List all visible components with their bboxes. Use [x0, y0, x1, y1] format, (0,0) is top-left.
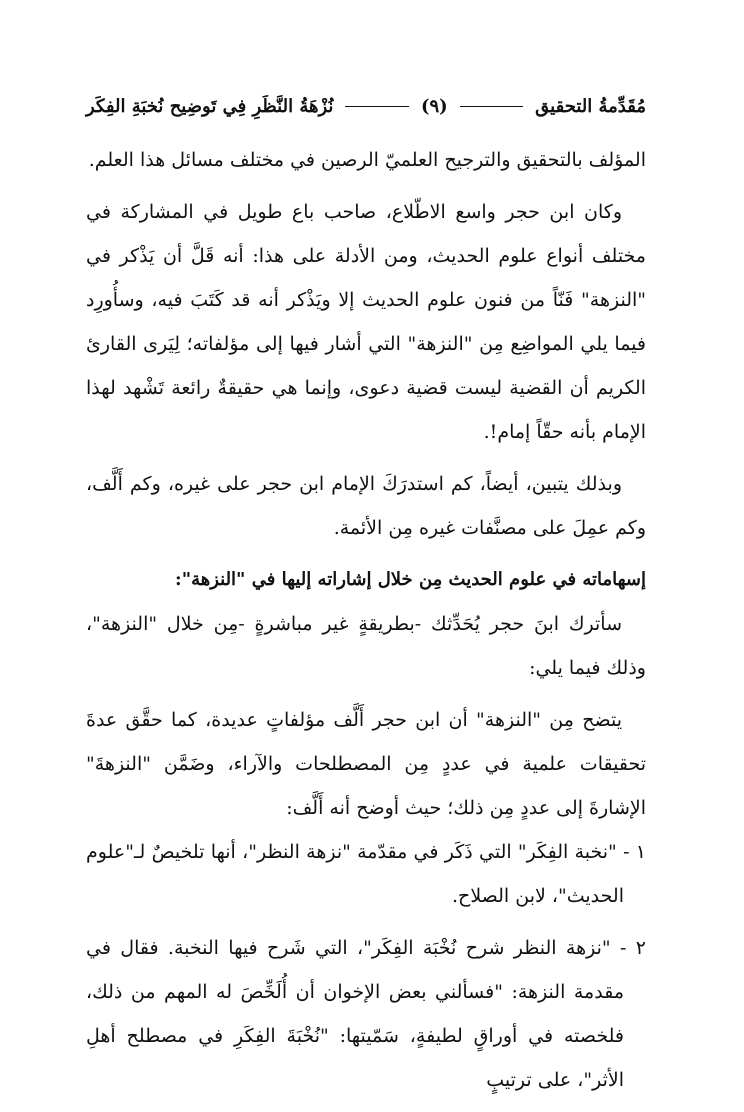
section-heading: إسهاماته في علوم الحديث مِن خلال إشاراته إليها في "النزهة":	[175, 569, 646, 590]
paragraph-introduction: سأترك ابنَ حجر يُحَدِّثك -بطريقةٍ غير مباشرةٍ -مِن خلال "النزهة"، وذلك فيما يلي:	[86, 613, 646, 679]
list-item-1: ١ - "نخبة الفِكَر" التي ذَكَر في مقدّمة "نزهة النظر"، أنها تلخيصٌ لـ"علوم الحديث"، لابن الصلاح.	[86, 841, 646, 907]
header-right-title: مُقَدِّمةُ التحقيق	[535, 95, 646, 117]
paragraph-ibn-hajar-knowledge: وكان ابن حجر واسع الاطّلاع، صاحب باع طويل في المشاركة في مختلف أنواع علوم الحديث، ومن الأدلة على هذا: أنه قَلَّ أن يَذْكر في "النزهة" فَنّاً من فنون علوم الحديث إلا ويَذْكر أنه قد كَتَبَ فيه، وسأُورِد فيما يلي المواضِع مِن "النزهة" التي أشار فيها إلى مؤلفاته؛ لِيَرى القارئ الكريم أن القضية ليست قضية دعوى، وإنما هي حقيقةٌ رائعة تَشْهد لهذا الإمام بأنه حقّاً إمام!.	[86, 201, 646, 443]
header-left-title: نُزْهَةُ النَّظَرِ فِي تَوضِيح نُخبَةِ الفِكَر	[85, 95, 334, 117]
page-number: (٩)	[420, 95, 448, 117]
paragraph-corrections: وبذلك يتبين، أيضاً، كم استدرَكَ الإمام ابن حجر على غيره، وكم أَلَّف، وكم عمِلَ على مصنَّفات غيره مِن الأئمة.	[86, 473, 646, 539]
body-text	[86, 138, 646, 1102]
running-header	[86, 86, 646, 126]
list-item-2: ٢ - "نزهة النظر شرح نُخْبَة الفِكَر"، التي شَرح فيها النخبة. فقال في مقدمة النزهة: "فسألني بعض الإخوان أن أُلَخِّصَ له المهم من ذلك، فلخصته في أوراقٍ لطيفةٍ، سَمّيتها: "نُخْبَةَ الفِكَرِ في مصطلح أهلِ الأثر"، على ترتيبٍ	[86, 937, 646, 1091]
paragraph-works-summary: يتضح مِن "النزهة" أن ابن حجر أَلَّف مؤلفاتٍ عديدة، كما حقَّق عدةَ تحقيقات علمية في عددٍ مِن المصطلحات والآراء، وضَمَّن "النزهةَ" الإشارةَ إلى عددٍ مِن ذلك؛ حيث أوضح أنه أَلَّف:	[86, 709, 646, 819]
header-rule-left	[345, 106, 408, 107]
paragraph-continuation: المؤلف بالتحقيق والترجيح العلميّ الرصين في مختلف مسائل هذا العلم.	[88, 149, 646, 171]
header-rule-right	[460, 106, 523, 107]
